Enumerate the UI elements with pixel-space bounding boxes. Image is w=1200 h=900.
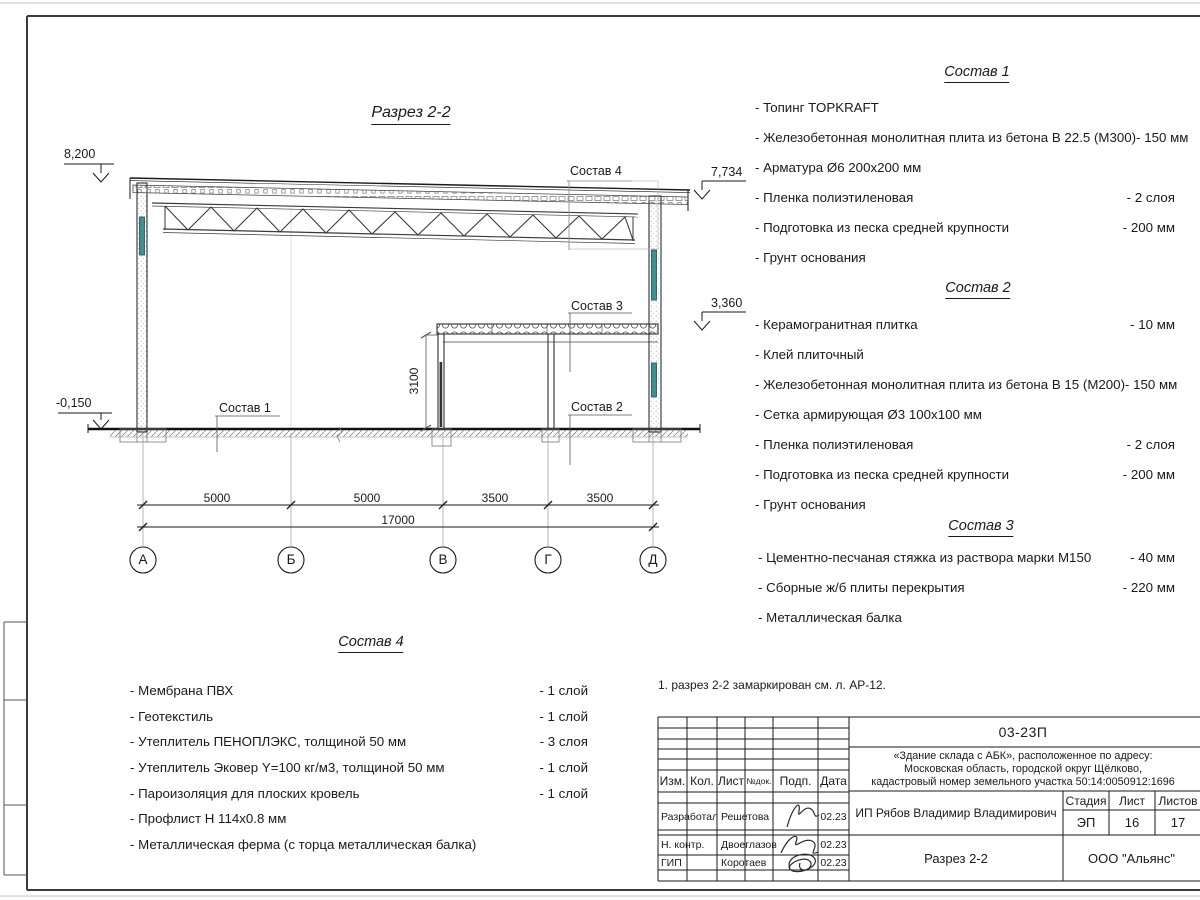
layer-value: - 150 мм [1125, 377, 1178, 392]
col-header-data: Дата [820, 774, 847, 788]
layer-name: - Керамогранитная плитка [755, 317, 918, 332]
layer-value: - 2 слоя [1126, 190, 1175, 205]
axis-v: В [438, 552, 448, 567]
list-item [755, 101, 1175, 131]
layer-value: - 200 мм [1122, 220, 1175, 235]
dim-5000-1: 5000 [203, 491, 231, 505]
stage-value: ЭП [1076, 815, 1096, 830]
list-item [130, 787, 588, 813]
list-item [130, 761, 588, 787]
layer-name: - Металлическая ферма (с торца металлическая балка) [130, 837, 477, 853]
list-item [130, 838, 588, 864]
col-header-ndoc: №док. [746, 776, 772, 786]
sostav2-heading: Состав 2 [945, 280, 1010, 299]
dim-3500-2: 3500 [586, 491, 614, 505]
layer-name: - Мембрана ПВХ [130, 683, 234, 698]
layer-name: - Утеплитель ПЕНОПЛЭКС, толщиной 50 мм [130, 734, 407, 750]
list-item [755, 221, 1175, 251]
callout-sostav-2: Состав 2 [571, 400, 623, 414]
layer-name: - Геотекстиль [130, 708, 214, 724]
col-header-kol: Кол. [690, 774, 714, 788]
list-item [758, 581, 1175, 611]
sostav2-list [755, 317, 1178, 528]
layer-name: - Подготовка из песка средней крупности [755, 467, 1010, 482]
layer-name: - Утеплитель Эковер Y=100 кг/м3, толщиной 50 мм [130, 760, 445, 776]
project-object [849, 747, 1197, 791]
company-name: ООО "Альянс" [1088, 850, 1175, 866]
layer-name: - Сборные ж/б плиты перекрытия [758, 580, 965, 595]
list-item [755, 161, 1175, 191]
callout-sostav-4: Состав 4 [570, 164, 622, 178]
list-item [130, 812, 588, 838]
sheet-label: Лист [1118, 793, 1146, 808]
signature-reshetova [787, 805, 819, 827]
dim-17000: 17000 [381, 513, 415, 527]
layer-name: - Профлист Н 114х0.8 мм [130, 811, 287, 827]
layer-value: - 1 слой [539, 708, 588, 724]
layer-name: - Арматура Ø6 200х200 мм [755, 160, 922, 175]
frame-side-cells [4, 622, 27, 875]
list-item [758, 551, 1175, 581]
col-header-izm: Изм. [659, 774, 686, 788]
sheets-total: 17 [1170, 815, 1186, 830]
layer-value: - 1 слой [539, 683, 588, 698]
callout-leaders [215, 181, 658, 465]
layer-name: - Топинг TOPKRAFT [755, 100, 879, 115]
layer-value: - 1 слой [539, 785, 588, 801]
sostav3-list [758, 551, 1175, 641]
axis-bubbles [130, 547, 666, 573]
col-header-list: Лист [717, 774, 745, 788]
layer-value: - 3 слоя [539, 734, 588, 750]
layer-name: - Пленка полиэтиленовая [755, 190, 914, 205]
sostav1-list [755, 100, 1189, 281]
layer-name: - Подготовка из песка средней крупности [755, 220, 1010, 235]
list-item [755, 251, 1175, 281]
object-line-1: «Здание склада с АБК», расположенное по адресу: [893, 749, 1153, 762]
row-role-ncontrol: Н. контр. [661, 839, 705, 851]
dim-5000-2: 5000 [353, 491, 381, 505]
row-role-developer: Разработал [661, 810, 719, 823]
sheet-note: 1. разрез 2-2 замаркирован см. л. АР-12. [658, 678, 886, 692]
layer-name: - Пленка полиэтиленовая [755, 437, 914, 452]
document-code: 03-23П [998, 724, 1048, 740]
row-role-gip: ГИП [661, 856, 682, 869]
section-title: Разрез 2-2 [371, 104, 450, 125]
row-date-ncontrol: 02.23 [820, 839, 847, 851]
sostav4-heading: Состав 4 [338, 634, 403, 653]
list-item [130, 710, 588, 736]
layer-name: - Пароизоляция для плоских кровель [130, 785, 360, 801]
mezzanine [437, 324, 658, 429]
list-item [755, 348, 1175, 378]
sostav1-heading: Состав 1 [944, 64, 1009, 83]
axis-g: Г [544, 552, 552, 567]
list-item [130, 684, 588, 710]
list-item [755, 468, 1175, 498]
signature-dvoeglazov [781, 836, 818, 853]
signatures [781, 805, 819, 871]
dim-3500-1: 3500 [481, 491, 509, 505]
layer-value: - 2 слоя [1126, 437, 1175, 452]
layer-name: - Сетка армирующая Ø3 100х100 мм [755, 407, 982, 422]
roof-deck [130, 178, 690, 211]
layer-name: - Грунт основания [755, 497, 866, 512]
list-item [758, 611, 1175, 641]
col-header-podp: Подп. [779, 774, 812, 788]
row-name-ncontrol: Двоеглазов [721, 839, 777, 851]
callout-sostav-3: Состав 3 [571, 299, 623, 313]
floor [88, 424, 700, 446]
elevation-minus-0150: -0,150 [56, 396, 92, 410]
list-item [755, 377, 1178, 408]
layer-name: - Цементно-песчаная стяжка из раствора марки М150 [758, 550, 1092, 565]
client-name: ИП Рябов Владимир Владимирович [855, 806, 1057, 820]
dim-3100-label: 3100 [407, 367, 421, 395]
list-item [755, 318, 1175, 348]
elevation-8200: 8,200 [64, 147, 96, 161]
layer-name: - Металлическая балка [758, 610, 902, 625]
layer-value: - 220 мм [1122, 580, 1175, 595]
layer-name: - Железобетонная монолитная плита из бетона В 15 (М200) [755, 377, 1126, 392]
axis-a: А [138, 552, 148, 567]
axis-d: Д [648, 552, 658, 567]
row-name-gip: Коротаев [721, 856, 767, 869]
list-item [755, 408, 1175, 438]
list-item [755, 130, 1189, 161]
elevation-7734: 7,734 [711, 165, 743, 179]
sostav3-heading: Состав 3 [948, 518, 1013, 537]
signature-korotaev [789, 854, 815, 871]
row-date-gip: 02.23 [820, 856, 847, 869]
roof-truss [152, 203, 638, 244]
elevation-3360: 3,360 [711, 296, 743, 310]
row-name-developer: Решетова [721, 810, 770, 823]
layer-value: - 40 мм [1130, 550, 1175, 565]
layer-name: - Клей плиточный [755, 347, 864, 362]
sheets-label: Листов [1158, 793, 1198, 808]
list-item [755, 191, 1175, 221]
list-item [755, 438, 1175, 468]
axis-b: Б [286, 552, 296, 567]
layer-value: - 200 мм [1122, 467, 1175, 482]
layer-value: - 1 слой [539, 760, 588, 776]
sheet-number: 16 [1124, 815, 1140, 830]
layer-value: - 10 мм [1130, 317, 1175, 332]
stage-label: Стадия [1065, 793, 1107, 808]
list-item [130, 735, 588, 761]
callout-sostav-1: Состав 1 [219, 401, 271, 415]
object-line-3: кадастровый номер земельного участка 50:14:0050912:1696 [871, 775, 1175, 788]
row-date-developer: 02.23 [820, 811, 847, 823]
sostav4-list [130, 684, 588, 864]
layer-name: - Грунт основания [755, 250, 866, 265]
layer-name: - Железобетонная монолитная плита из бетона В 22.5 (М300)- 150 мм [755, 130, 1189, 145]
object-line-2: Московская область, городской округ Щёлково, [903, 762, 1143, 775]
dim-3100 [421, 332, 438, 431]
view-title: Разрез 2-2 [924, 850, 988, 866]
